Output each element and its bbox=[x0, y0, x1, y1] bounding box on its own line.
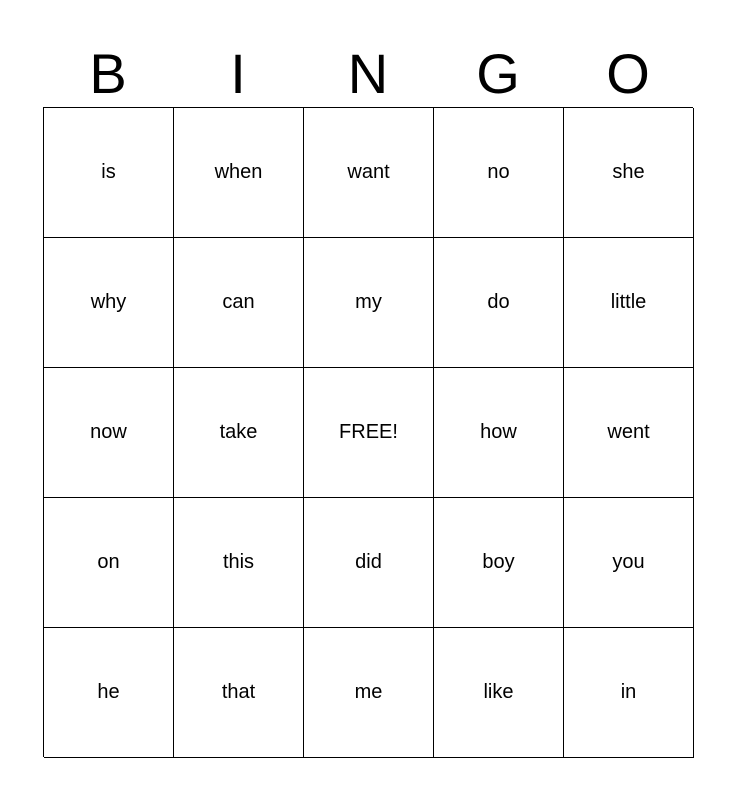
header-letter-n: N bbox=[347, 42, 389, 105]
bingo-cell-r3-c1[interactable]: this bbox=[174, 498, 304, 628]
bingo-cell-r4-c3[interactable]: like bbox=[434, 628, 564, 758]
bingo-cell-r3-c4[interactable]: you bbox=[564, 498, 694, 628]
bingo-cell-r0-c1[interactable]: when bbox=[174, 108, 304, 238]
bingo-cell-r2-c4[interactable]: went bbox=[564, 368, 694, 498]
bingo-cell-r4-c0[interactable]: he bbox=[44, 628, 174, 758]
bingo-free-space[interactable]: FREE! bbox=[304, 368, 434, 498]
bingo-cell-r1-c3[interactable]: do bbox=[434, 238, 564, 368]
bingo-cell-r2-c1[interactable]: take bbox=[174, 368, 304, 498]
bingo-cell-r1-c0[interactable]: why bbox=[44, 238, 174, 368]
header-letter-i: I bbox=[230, 42, 246, 105]
bingo-cell-r1-c1[interactable]: can bbox=[174, 238, 304, 368]
bingo-cell-r3-c3[interactable]: boy bbox=[434, 498, 564, 628]
bingo-header bbox=[43, 40, 693, 108]
bingo-cell-r1-c4[interactable]: little bbox=[564, 238, 694, 368]
bingo-board bbox=[43, 107, 693, 757]
bingo-cell-r1-c2[interactable]: my bbox=[304, 238, 434, 368]
bingo-cell-r4-c1[interactable]: that bbox=[174, 628, 304, 758]
bingo-cell-r0-c2[interactable]: want bbox=[304, 108, 434, 238]
bingo-cell-r0-c0[interactable]: is bbox=[44, 108, 174, 238]
bingo-cell-r2-c3[interactable]: how bbox=[434, 368, 564, 498]
bingo-cell-r0-c3[interactable]: no bbox=[434, 108, 564, 238]
bingo-cell-r4-c2[interactable]: me bbox=[304, 628, 434, 758]
bingo-cell-r2-c0[interactable]: now bbox=[44, 368, 174, 498]
bingo-cell-r0-c4[interactable]: she bbox=[564, 108, 694, 238]
bingo-cell-r3-c0[interactable]: on bbox=[44, 498, 174, 628]
header-letter-b: B bbox=[89, 42, 127, 105]
bingo-cell-r3-c2[interactable]: did bbox=[304, 498, 434, 628]
header-letter-g: G bbox=[476, 42, 520, 105]
bingo-cell-r4-c4[interactable]: in bbox=[564, 628, 694, 758]
header-letter-o: O bbox=[606, 42, 650, 105]
